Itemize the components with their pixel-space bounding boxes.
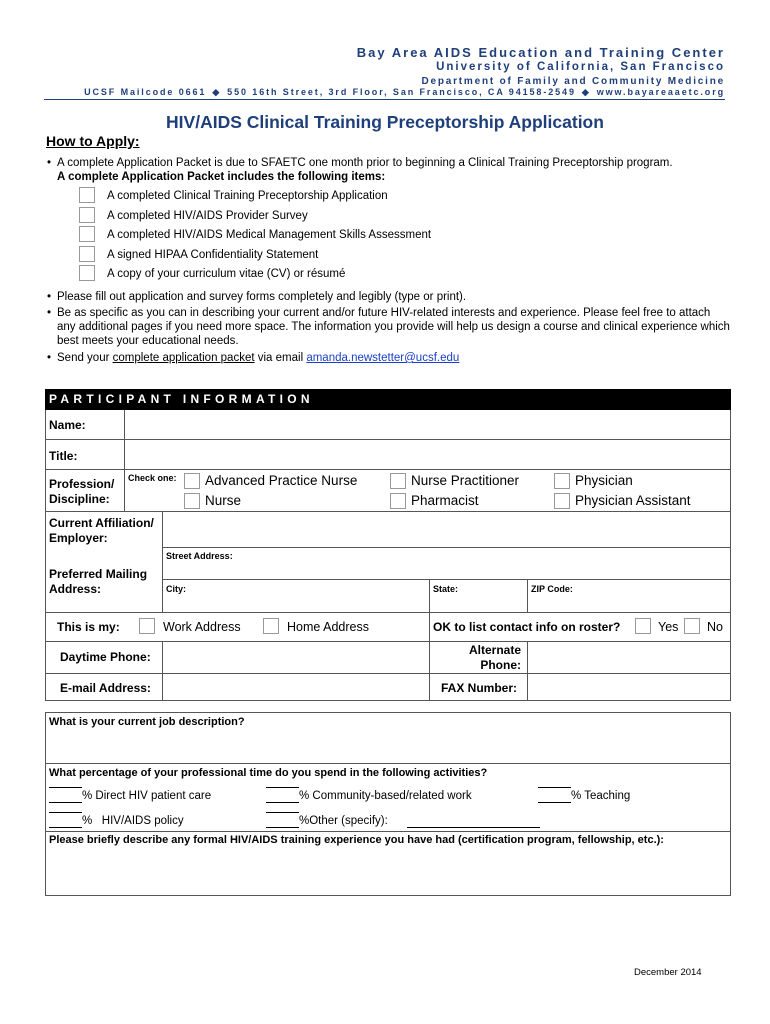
no-label: No [707,620,723,634]
profession-option: Advanced Practice Nurse [205,473,358,488]
home-address-label: Home Address [287,620,369,634]
profession-option: Nurse [205,493,242,508]
this-is-my-label: This is my: [57,620,120,634]
community-blank[interactable] [266,802,299,803]
email-link[interactable]: amanda.newstetter@ucsf.edu [306,352,460,364]
fax-label: FAX Number: [441,681,518,695]
address-line [44,87,725,100]
daytime-phone-label: Daytime Phone: [60,650,151,664]
yes-checkbox[interactable] [635,618,651,634]
checklist-checkbox[interactable] [79,265,95,281]
checklist-item: A signed HIPAA Confidentiality Statement [107,249,319,261]
no-checkbox[interactable] [684,618,700,634]
activity-label: %Other (specify): [299,815,388,827]
how-to-apply-heading: How to Apply: [46,133,140,149]
university-name: University of California, San Francisco [436,61,725,73]
profession-option: Nurse Practitioner [411,473,520,488]
checklist-checkbox[interactable] [79,207,95,223]
profession-option: Physician Assistant [575,493,691,508]
bullet-be-specific-cont: best meets your educational needs. [57,335,239,347]
org-name: Bay Area AIDS Education and Training Center [356,45,725,60]
participant-heading: PARTICIPANT INFORMATION [45,389,731,410]
fax-input[interactable] [529,675,729,700]
activity-label: % HIV/AIDS policy [82,815,184,827]
title-label: Title: [49,449,78,463]
percentage-question: What percentage of your professional time do you spend in the following activities? [49,767,488,779]
checklist-checkbox[interactable] [79,187,95,203]
checklist-item: A completed HIV/AIDS Provider Survey [107,210,308,222]
street-address: 550 16th Street, 3rd Floor, San Francisco, CA 94158-2549 [227,87,576,97]
alternate-phone-label: Alternate Phone: [468,643,521,672]
email-input[interactable] [164,675,428,700]
profession-option: Pharmacist [411,493,479,508]
affiliation-label: Current Affiliation/ Employer: [49,516,154,545]
training-input[interactable] [47,849,729,894]
city-label: City: [166,584,186,594]
website: www.bayareaaetc.org [596,87,725,97]
ok-to-list-label: OK to list contact info on roster? [433,620,621,634]
mailing-address-label: Preferred Mailing Address: [49,567,148,596]
name-label: Name: [49,418,86,432]
nurse-checkbox[interactable] [184,493,200,509]
work-address-checkbox[interactable] [139,618,155,634]
work-address-label: Work Address [163,620,241,634]
job-description-question: What is your current job description? [49,716,245,728]
title-input[interactable] [126,441,729,468]
checklist-item: A completed HIV/AIDS Medical Management Skills Assessment [107,229,432,241]
state-label: State: [433,584,459,594]
department-name: Department of Family and Community Medicine [421,76,725,87]
alternate-phone-input[interactable] [529,643,729,672]
bullet-be-specific: • Be as specific as you can in describing your current and/or future HIV-related interests and experience. Please feel free to attach [57,306,710,320]
policy-blank[interactable] [49,827,82,828]
via-email-text: via email [254,352,307,364]
training-question: Please briefly describe any formal HIV/AIDS training experience you have had (certification program, fellowship, etc.): [49,834,664,846]
footer-date: December 2014 [634,967,702,978]
pharmacist-checkbox[interactable] [390,493,406,509]
page-title: HIV/AIDS Clinical Training Preceptorship Application [166,112,604,132]
checklist-checkbox[interactable] [79,246,95,262]
physician-assistant-checkbox[interactable] [554,493,570,509]
bullet-fill-out: • Please fill out application and survey forms completely and legibly (type or print). [57,290,466,304]
profession-label: Profession/ Discipline: [49,477,115,506]
direct-care-blank[interactable] [49,802,82,803]
home-address-checkbox[interactable] [263,618,279,634]
checklist-item: A completed Clinical Training Preceptorship Application [107,190,388,202]
advanced-practice-nurse-checkbox[interactable] [184,473,200,489]
packet-includes-label: A complete Application Packet includes the following items: [57,171,386,183]
street-address-label: Street Address: [166,551,233,561]
profession-option: Physician [575,473,633,488]
send-text: Send your [57,352,113,364]
checklist-checkbox[interactable] [79,226,95,242]
email-label: E-mail Address: [60,681,151,695]
checklist-item: A copy of your curriculum vitae (CV) or résumé [107,268,346,280]
activity-label: % Direct HIV patient care [82,790,212,802]
activity-label: % Teaching [571,790,631,802]
yes-label: Yes [658,620,679,634]
check-one-label: Check one: [128,473,177,483]
other-blank[interactable] [266,827,299,828]
affiliation-input[interactable] [164,513,729,546]
mailcode: UCSF Mailcode 0661 [84,87,207,97]
bullet-send [57,351,459,365]
physician-checkbox[interactable] [554,473,570,489]
name-input[interactable] [126,412,729,438]
other-specify-blank[interactable] [407,827,540,828]
activity-label: % Community-based/related work [299,790,472,802]
bullet-packet-due: • A complete Application Packet is due to SFAETC one month prior to beginning a Clinical Training Preceptorship program. [57,156,673,170]
complete-packet-text: complete application packet [112,352,255,364]
diamond-icon: ◆ [581,87,591,97]
job-description-input[interactable] [47,730,729,762]
teaching-blank[interactable] [538,802,571,803]
nurse-practitioner-checkbox[interactable] [390,473,406,489]
bullet-be-specific-cont: any additional pages if you need more space. The information you provide will help us design a course and clinical experience which [57,321,730,333]
zip-label: ZIP Code: [531,584,573,594]
diamond-icon: ◆ [212,87,222,97]
daytime-phone-input[interactable] [164,643,428,672]
